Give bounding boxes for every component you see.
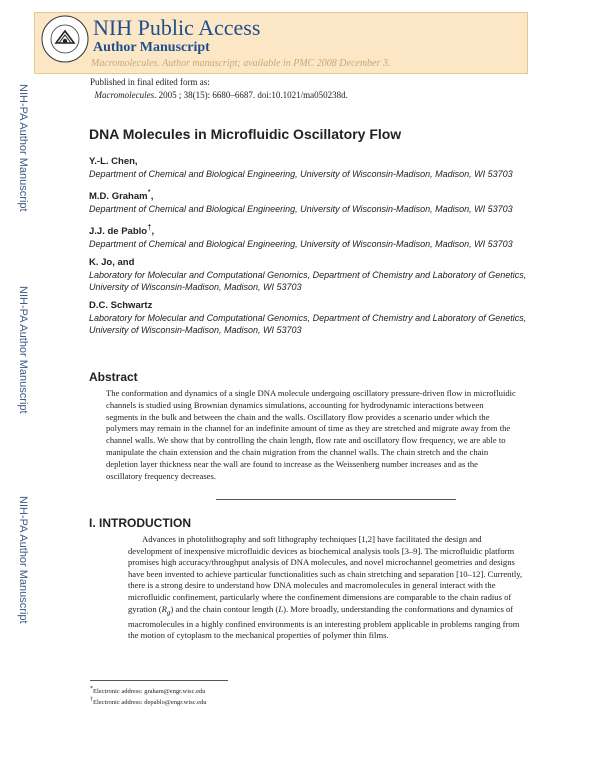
- author-name: K. Jo: [89, 257, 113, 269]
- author-suffix: , and: [112, 257, 135, 269]
- publication-info: [90, 76, 348, 102]
- margin-watermark-text: NIH-PA Author Manuscript: [17, 286, 29, 414]
- margin-watermark-text: NIH-PA Author Manuscript: [17, 84, 29, 212]
- section-divider: [216, 499, 456, 500]
- paper-title: DNA Molecules in Microfluidic Oscillatory Flow: [89, 126, 402, 142]
- intro-text: ). More broadly, understanding the conformations and dynamics of macromolecules in a highly confined environments is an interesting problem applicable in problems ranging from the motion of cytoplasm to the mechanical properties of polymer thin films.: [128, 603, 520, 641]
- author-entry: [89, 187, 529, 215]
- author-footnote-mark: *: [147, 188, 151, 197]
- author-affiliation: Department of Chemical and Biological Engineering, University of Wisconsin-Madison, Madison, WI 53703: [89, 169, 513, 179]
- footnote: [90, 696, 207, 707]
- author-suffix: ,: [134, 156, 138, 167]
- author-entry: [89, 222, 529, 250]
- margin-watermark: [13, 286, 29, 416]
- footnote-mark: †: [90, 697, 93, 704]
- footnote-divider: [90, 680, 228, 681]
- author-suffix: ,: [150, 191, 154, 203]
- intro-text: ) and the chain contour length (: [170, 603, 279, 614]
- author-suffix: ,: [151, 226, 155, 238]
- author-entry: [89, 156, 529, 180]
- footnotes: [90, 685, 207, 707]
- author-name: M.D. Graham: [89, 191, 148, 203]
- citation: [90, 89, 348, 102]
- nih-seal-logo: [40, 14, 90, 64]
- margin-watermark-text: NIH-PA Author Manuscript: [17, 496, 29, 624]
- author-footnote-mark: †: [147, 223, 152, 233]
- author-name: Y.-L. Chen: [89, 156, 135, 167]
- author-entry: [89, 300, 529, 336]
- footnote-email: Electronic address: graham@engr.wisc.edu: [93, 688, 206, 696]
- citation-details: . 2005 ; 38(15): 6680–6687. doi:10.1021/ma050238d.: [154, 90, 348, 100]
- author-name: J.J. de Pablo: [89, 226, 148, 238]
- author-affiliation: Laboratory for Molecular and Computational Genomics, Department of Chemistry and Laboratory of Genetics, University of Wisconsin-Madison, Madison, WI 53703: [89, 270, 527, 293]
- abstract-text: The conformation and dynamics of a single DNA molecule undergoing oscillatory pressure-driven flow in microfluidic channels is studied using Brownian dynamics simulations, accounting for hydrodynamic interactions between segments in the bulk and between the chain and the walls. Oscillatory flow provides a scenario under which the polymers may remain in the channel for an indefinite amount of time as they are stretched and migrate away from the channel walls. We show that by controlling the chain length, flow rate and oscillatory flow frequency, we are able to manipulate the chain extension and the chain migration from the channel walls. The chain stretch and the chain depletion layer thickness near the wall are found to increase as the Weissenberg number increases and as the oscillatory frequency decreases.: [106, 388, 516, 481]
- author-affiliation: Department of Chemical and Biological Engineering, University of Wisconsin-Madison, Madison, WI 53703: [89, 204, 513, 215]
- margin-watermark: [13, 84, 29, 214]
- author-list: [89, 156, 529, 343]
- footnote-email: Electronic address: depablo@engr.wisc.edu: [93, 699, 207, 707]
- footnote-mark: *: [90, 686, 93, 692]
- abstract-heading: Abstract: [89, 370, 138, 384]
- symbol-subscript: g: [166, 608, 171, 617]
- journal-name: Macromolecules: [94, 90, 155, 100]
- footnote: [90, 685, 207, 696]
- author-affiliation: Laboratory for Molecular and Computational Genomics, Department of Chemistry and Laboratory of Genetics, University of Wisconsin-Madison, Madison, WI 53703: [89, 313, 527, 336]
- nih-public-access-title: NIH Public Access: [93, 15, 261, 40]
- published-line: Published in final edited form as:: [90, 77, 210, 87]
- intro-text: Advances in photolithography and soft lithography techniques [1,2] have facilitated the design and development of inexpensive microfluidic devices as biochemical analysis tools [3–9]. The microfluidic platform promises high accuracy/throughput analysis of DNA molecules, and novel microchannel geometries and designs have been invented to achieve particular functionalities such as chain stretching and separation [10–12]. Currently, there is a strong desire to understand how DNA molecules and macromolecules in general interact with the microfluidic confinement, particularly where the confinement dimensions are comparable to the chain radius of gyration (: [128, 534, 523, 614]
- margin-watermark: [13, 496, 29, 626]
- introduction-paragraph: [128, 534, 524, 642]
- author-entry: [89, 257, 529, 293]
- author-name: D.C. Schwartz: [89, 300, 153, 312]
- author-manuscript-label: Author Manuscript: [93, 40, 210, 55]
- symbol-radius-gyration: R: [161, 603, 167, 614]
- availability-note: Macromolecules. Author manuscript; available in PMC 2008 December 3.: [91, 58, 391, 69]
- introduction-heading: I. INTRODUCTION: [89, 516, 191, 530]
- symbol-contour-length: L: [278, 603, 284, 614]
- author-affiliation: Department of Chemical and Biological Engineering, University of Wisconsin-Madison, Madison, WI 53703: [89, 239, 513, 250]
